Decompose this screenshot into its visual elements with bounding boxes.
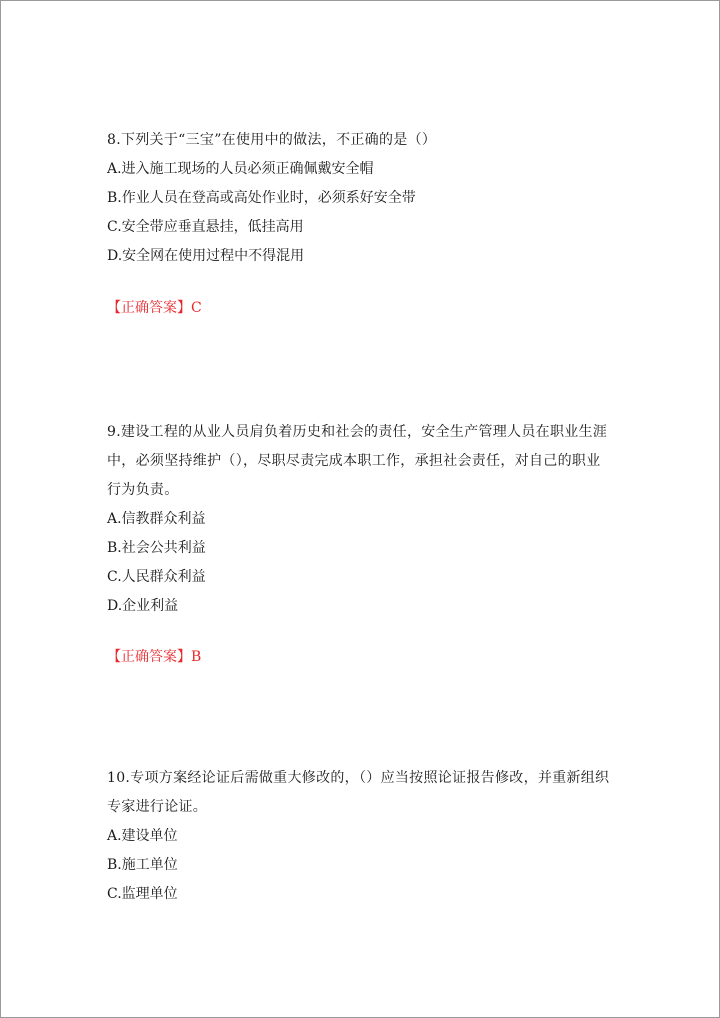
- correct-answer-8: 【正确答案】C: [107, 300, 202, 316]
- question-stem-line-2: 专家进行论证。: [107, 799, 208, 815]
- option-d: D.安全网在使用过程中不得混用: [107, 248, 305, 264]
- option-a: A.建设单位: [107, 828, 178, 844]
- correct-answer-9: 【正确答案】B: [107, 649, 202, 665]
- option-c: C.人民群众利益: [107, 569, 206, 585]
- question-stem-line-1: 9.建设工程的从业人员肩负着历史和社会的责任，安全生产管理人员在职业生涯: [107, 424, 608, 440]
- option-b: B.社会公共利益: [107, 540, 206, 556]
- option-d: D.企业利益: [107, 598, 179, 614]
- option-c: C.监理单位: [107, 886, 178, 902]
- option-c: C.安全带应垂直悬挂，低挂高用: [107, 219, 304, 235]
- question-stem-line-1: 10.专项方案经论证后需做重大修改的，（）应当按照论证报告修改，并重新组织: [107, 770, 610, 786]
- option-b: B.施工单位: [107, 857, 178, 873]
- question-9: [107, 418, 607, 621]
- option-b: B.作业人员在登高或高处作业时，必须系好安全带: [107, 190, 416, 206]
- question-8: [107, 126, 436, 271]
- question-stem-line-3: 行为负责。: [107, 482, 179, 498]
- option-a: A.进入施工现场的人员必须正确佩戴安全帽: [107, 161, 374, 177]
- option-a: A.信教群众利益: [107, 511, 206, 527]
- question-stem: 8.下列关于“三宝”在使用中的做法，不正确的是（）: [107, 132, 437, 148]
- question-stem-line-2: 中，必须坚持维护（），尽职尽责完成本职工作，承担社会责任，对自己的职业: [107, 453, 601, 469]
- question-10: [107, 764, 609, 909]
